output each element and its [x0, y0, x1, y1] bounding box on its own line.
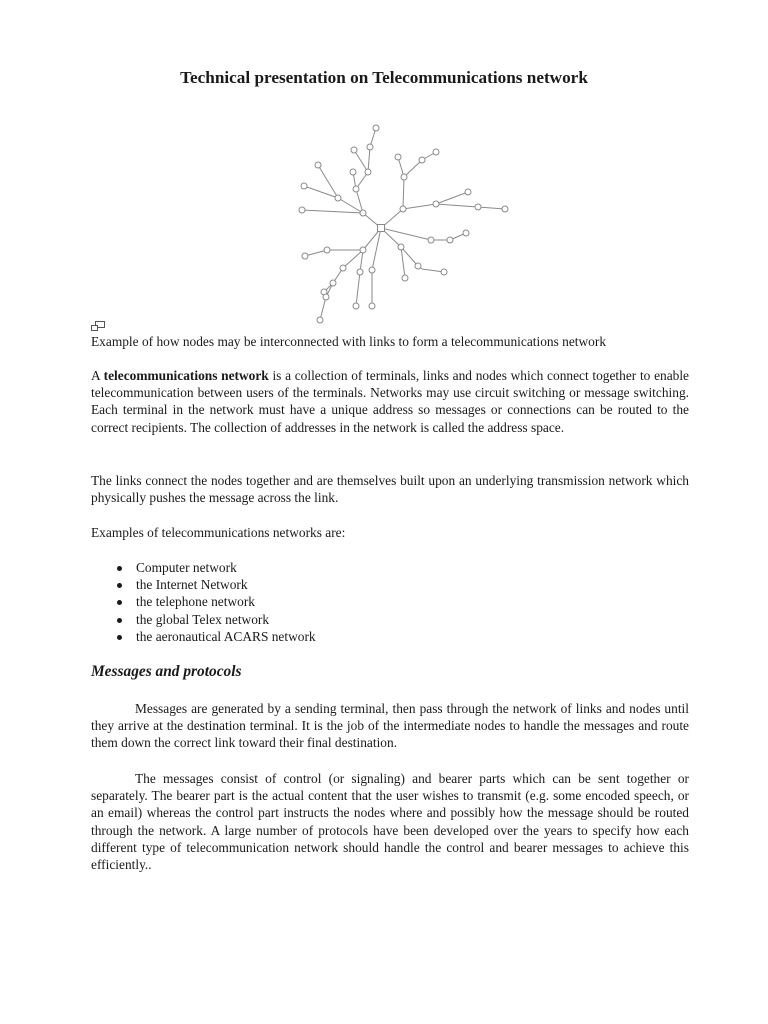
- network-center-node: [378, 225, 385, 232]
- intro-rest: is a collection of terminals, links and nodes which connect together to enable telecommunication between users of the terminals. Networks may use circuit switching or message switching. Each terminal in the network must have a unique address so messages or connections can be routed to the correct recipients. The collection of addresses in the network is called the address space.: [91, 368, 690, 435]
- figure-caption: Example of how nodes may be interconnected with links to form a telecommunications network: [91, 334, 607, 349]
- network-diagram: [290, 120, 520, 325]
- section-heading: Messages and protocols: [91, 663, 242, 680]
- list-item: Computer network: [91, 559, 316, 576]
- intro-prefix: A: [91, 368, 104, 383]
- list-item: the global Telex network: [91, 611, 316, 628]
- list-item: the aeronautical ACARS network: [91, 628, 316, 645]
- network-links: [302, 128, 505, 320]
- list-item: the telephone network: [91, 593, 316, 610]
- examples-list: [91, 559, 316, 645]
- document-title: Technical presentation on Telecommunications network: [180, 68, 588, 87]
- intro-term: telecommunications network: [103, 368, 269, 383]
- list-item: the Internet Network: [91, 576, 316, 593]
- links-paragraph: The links connect the nodes together and are themselves built upon an underlying transmission network which physically pushes the message across the link.: [91, 473, 689, 506]
- frame-anchor-icon: [91, 321, 105, 331]
- control-bearer-paragraph: The messages consist of control (or signaling) and bearer parts which can be sent together or separately. The bearer part is the actual content that the user wishes to transmit (e.g. some encoded speech, or an email) whereas the control part instructs the nodes where and possibly how the message should be routed through the network. A large number of protocols have been developed over the years to specify how each different type of telecommunication network should handle the control and bearer messages to achieve this efficiently..: [91, 771, 689, 873]
- intro-paragraph: [91, 367, 689, 436]
- network-nodes: [299, 125, 508, 323]
- network-diagram-svg: [290, 120, 520, 325]
- messages-paragraph: Messages are generated by a sending terminal, then pass through the network of links and nodes until they arrive at the destination terminal. It is the job of the intermediate nodes to handle the messages and route them down the correct link toward their final destination.: [91, 701, 689, 751]
- examples-intro: Examples of telecommunications networks are:: [91, 525, 346, 540]
